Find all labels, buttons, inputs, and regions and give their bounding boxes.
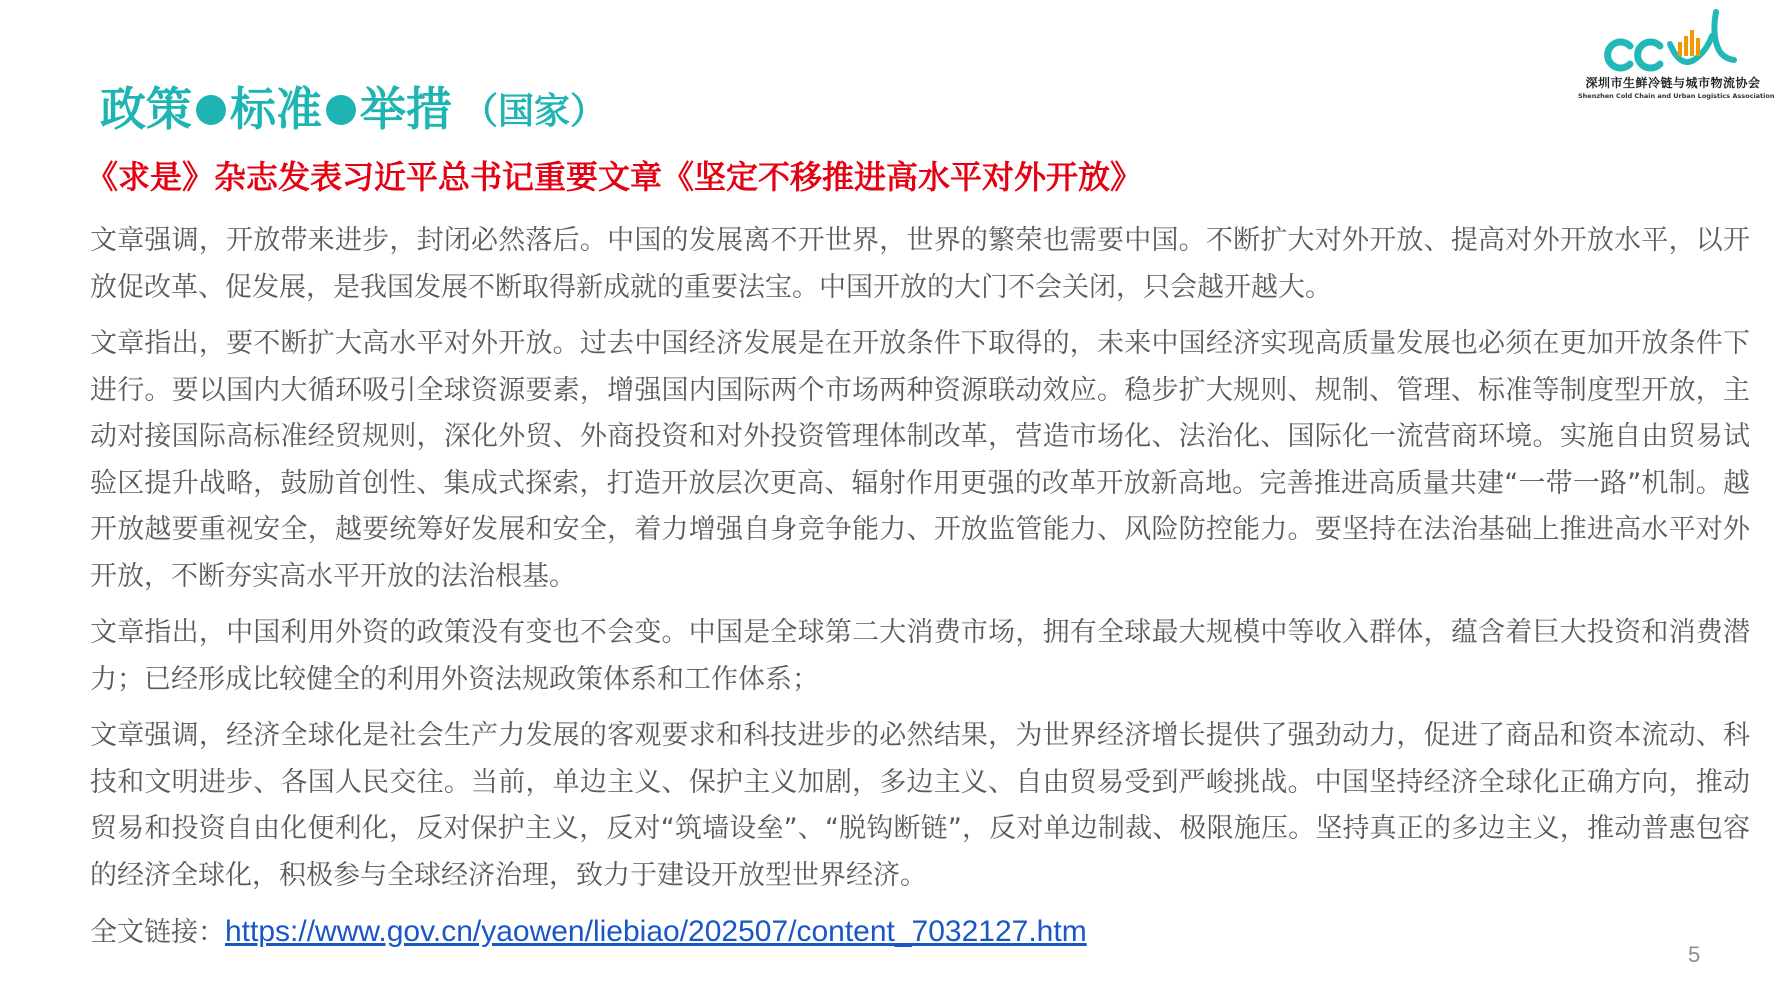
paragraph-1: 文章强调，开放带来进步，封闭必然落后。中国的发展离不开世界，世界的繁荣也需要中国。不断扩大对外开放、提高对外开放水平，以开放促改革、促发展，是我国发展不断取得新成就的重要法宝。中国开放的大门不会关闭，只会越开越大。	[90, 225, 1750, 303]
logo-name-en: Shenzhen Cold Chain and Urban Logistics Association	[1578, 92, 1775, 100]
title-policy: 政策	[100, 82, 192, 136]
title-standard: 标准	[230, 82, 322, 136]
title-separator-dot	[326, 95, 356, 125]
article-headline: 《求是》杂志发表习近平总书记重要文章《坚定不移推进高水平对外开放》	[86, 158, 1143, 196]
page-number: 5	[1688, 942, 1701, 967]
full-text-link-line	[90, 909, 1750, 957]
association-logo	[1578, 8, 1775, 108]
paragraph-2: 文章指出，要不断扩大高水平对外开放。过去中国经济发展是在开放条件下取得的，未来中国经济实现高质量发展也必须在更加开放条件下进行。要以国内大循环吸引全球资源要素，增强国内国际两个市场两种资源联动效应。稳步扩大规则、规制、管理、标准等制度型开放，主动对接国际高标准经贸规则，深化外贸、外商投资和对外投资管理体制改革，营造市场化、法治化、国际化一流营商环境。实施自由贸易试验区提升战略，鼓励首创性、集成式探索，打造开放层次更高、辐射作用更强的改革开放新高地。完善推进高质量共建“一带一路”机制。越开放越要重视安全，越要统筹好发展和安全，着力增强自身竞争能力、开放监管能力、风险防控能力。要坚持在法治基础上推进高水平对外开放，不断夯实高水平开放的法治根基。	[90, 328, 1750, 592]
title-suffix: （国家）	[462, 91, 607, 132]
title-measures: 举措	[360, 82, 452, 136]
link-label: 全文链接：	[90, 917, 225, 948]
article-body	[90, 218, 1750, 957]
slide-title	[100, 62, 607, 136]
cccl-logo-icon	[1602, 8, 1742, 72]
full-text-link[interactable]: https://www.gov.cn/yaowen/liebiao/202507/content_7032127.htm	[225, 915, 1087, 948]
paragraph-3: 文章指出，中国利用外资的政策没有变也不会变。中国是全球第二大消费市场，拥有全球最大规模中等收入群体，蕴含着巨大投资和消费潜力；已经形成比较健全的利用外资法规政策体系和工作体系；	[90, 617, 1750, 695]
logo-name-cn: 深圳市生鲜冷链与城市物流协会	[1585, 76, 1761, 90]
title-separator-dot	[196, 95, 226, 125]
paragraph-4: 文章强调，经济全球化是社会生产力发展的客观要求和科技进步的必然结果，为世界经济增长提供了强劲动力，促进了商品和资本流动、科技和文明进步、各国人民交往。当前，单边主义、保护主义加剧，多边主义、自由贸易受到严峻挑战。中国坚持经济全球化正确方向，推动贸易和投资自由化便利化，反对保护主义，反对“筑墙设垒”、“脱钩断链”，反对单边制裁、极限施压。坚持真正的多边主义，推动普惠包容的经济全球化，积极参与全球经济治理，致力于建设开放型世界经济。	[90, 720, 1750, 891]
